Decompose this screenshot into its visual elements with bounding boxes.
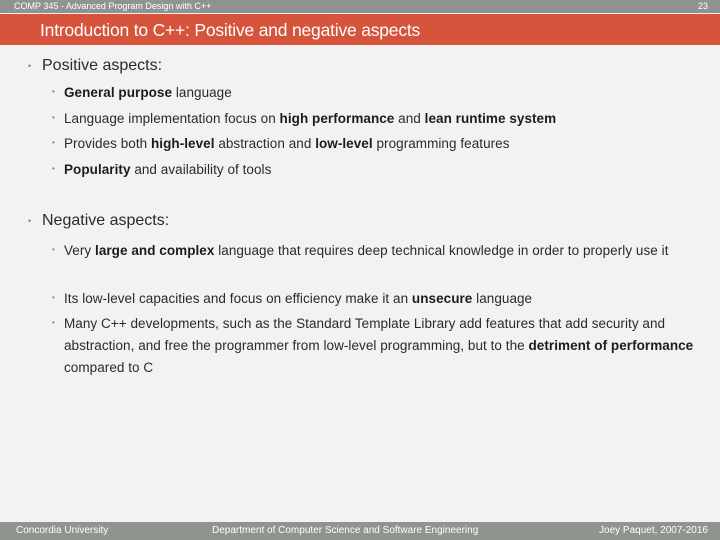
bullet-dot-icon: • <box>52 138 55 147</box>
bullet-dot-icon: • <box>52 113 55 122</box>
item-text: language that requires deep technical knowledge in order to properly use it <box>214 243 669 258</box>
positive-heading: Positive aspects: <box>42 57 163 74</box>
bold-text: low-level <box>315 136 373 151</box>
list-item <box>64 240 704 261</box>
list-item <box>64 159 704 181</box>
item-text: compared to C <box>64 360 154 375</box>
list-item <box>64 313 704 379</box>
item-text: programming features <box>372 136 510 151</box>
list-item <box>64 133 704 155</box>
item-text: Its low-level capacities and focus on efficiency make it an <box>64 291 412 306</box>
bold-text: General purpose <box>64 85 173 100</box>
bullet-dot-icon: • <box>52 164 55 173</box>
bullet-dot-icon: • <box>52 293 55 302</box>
item-text: Very <box>64 243 96 258</box>
negative-heading: Negative aspects: <box>42 212 170 229</box>
bullet-dot-icon: • <box>52 87 55 96</box>
list-item <box>64 82 704 104</box>
item-text: abstraction and <box>214 136 316 151</box>
page-number: 23 <box>697 1 708 11</box>
bold-text: large and complex <box>95 243 215 258</box>
item-text: and <box>394 111 425 126</box>
bold-text: high performance <box>279 111 395 126</box>
footer-bar <box>0 522 720 540</box>
bold-text: unsecure <box>411 291 473 306</box>
footer-department: Department of Computer Science and Software Engineering <box>212 525 479 536</box>
footer-author: Joey Paquet, 2007-2016 <box>599 525 708 536</box>
item-text: Language implementation focus on <box>64 111 280 126</box>
bold-text: detriment of performance <box>528 338 694 353</box>
list-item <box>64 288 704 310</box>
bold-text: Popularity <box>64 162 131 177</box>
bullet-dot-icon: • <box>52 318 55 327</box>
bullet-dot-icon: • <box>52 245 55 254</box>
item-text: and availability of tools <box>130 162 272 177</box>
slide-title: Introduction to C++: Positive and negative aspects <box>40 20 421 40</box>
bullet-dot-icon: • <box>28 216 32 226</box>
list-item <box>64 108 704 130</box>
bullet-dot-icon: • <box>28 61 32 71</box>
item-text: language <box>472 291 533 306</box>
footer-university: Concordia University <box>16 525 109 536</box>
course-name: COMP 345 - Advanced Program Design with C++ <box>14 1 212 11</box>
item-text: Many C++ developments, such as the Standard Template Library add features that add security and abstraction, and free the programmer from low-level programming, but to the <box>64 316 666 353</box>
bold-text: lean runtime system <box>424 111 557 126</box>
bold-text: high-level <box>151 136 215 151</box>
item-text: Provides both <box>64 136 151 151</box>
item-text: language <box>172 85 232 100</box>
